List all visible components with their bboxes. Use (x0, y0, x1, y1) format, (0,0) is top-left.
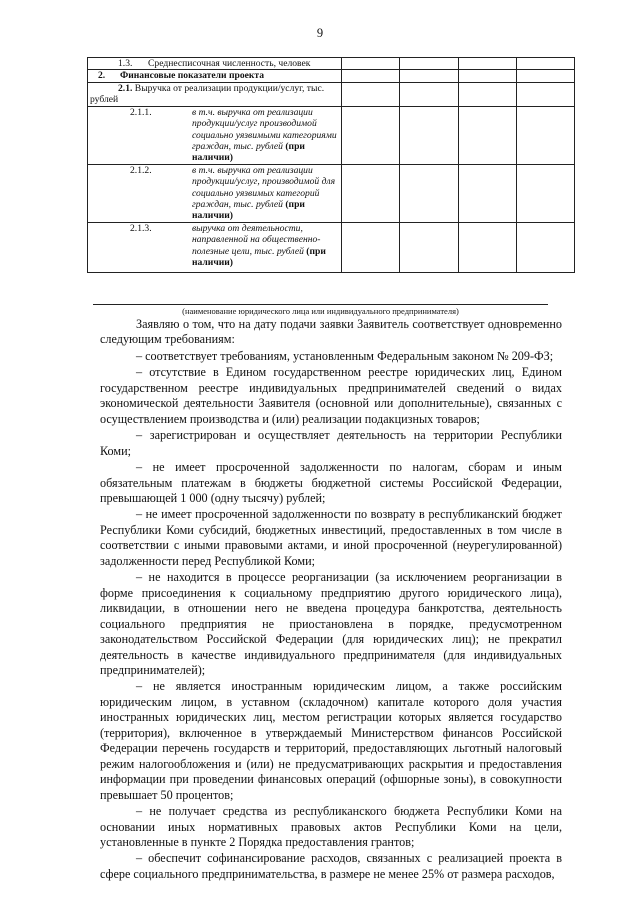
table-cell (516, 164, 574, 222)
table-cell-label: 1.3. Среднесписочная численность, человек (88, 58, 342, 70)
table-cell-label: 2.1. Выручка от реализации продукции/услуг, тыс. рублей (88, 82, 342, 106)
table-cell (400, 82, 458, 106)
table-row (88, 70, 575, 82)
paragraph: – не является иностранным юридическим лицом, а также российским юридическим лицом, в уставном (складочном) капитале которого доля участия иностранных юридических лиц, местом регистрации которых является государство (территория), включенное в утверждаемый Министерством финансов Российской Федерации перечень государств и территорий, предоставляющих льготный налоговый режим налогообложения и (или) не предусматривающих раскрытия и предоставления информации при проведении финансовых операций (офшорные зоны), в совокупности превышает 50 процентов; (100, 679, 562, 802)
page-number: 9 (316, 26, 324, 40)
table-row (88, 222, 575, 272)
table-cell-label: 2.1.3. выручка от деятельности, направленной на общественно-полезные цели, тыс. рублей (при наличии) (88, 222, 342, 272)
paragraph: – не имеет просроченной задолженности по возврату в республиканский бюджет Республики Коми субсидий, бюджетных инвестиций, предоставленных в том числе в соответствии с иными правовыми актами, и иной просроченной (неурегулированной) задолженности перед Республикой Коми; (100, 507, 562, 568)
table-row (88, 58, 575, 70)
table-cell (342, 164, 400, 222)
table-cell (458, 82, 516, 106)
table-row (88, 106, 575, 164)
table-cell-label: 2.1.1. в т.ч. выручка от реализации продукции/услуг производимой социально уязвимыми категориями граждан, тыс. рублей (при наличии) (88, 106, 342, 164)
table-cell (342, 70, 400, 82)
table-cell (458, 58, 516, 70)
signature-line (93, 304, 548, 305)
table-cell-label: 2.1.2. в т.ч. выручка от реализации продукции/услуг, производимой для социально уязвимых категорий граждан, тыс. рублей (при наличии) (88, 164, 342, 222)
table-cell (516, 58, 574, 70)
table-cell (342, 58, 400, 70)
table-cell (458, 164, 516, 222)
table-row (88, 82, 575, 106)
table-cell (400, 164, 458, 222)
table-cell (400, 70, 458, 82)
paragraph: – не имеет просроченной задолженности по налогам, сборам и иным обязательным платежам в бюджеты бюджетной системы Российской Федерации, превышающей 1 000 (одну тысячу) рублей; (100, 460, 562, 505)
table-cell (458, 222, 516, 272)
table-cell (342, 222, 400, 272)
table-cell-label: 2. Финансовые показатели проекта (88, 70, 342, 82)
table-cell (400, 106, 458, 164)
paragraph: – не находится в процессе реорганизации (за исключением реорганизации в форме присоединения к социальному предприятию другого юридического лица), ликвидации, в отношении него не введена процедура банкротства, деятельность социального предприятия не приостановлена в порядке, предусмотренном законодательством Российской Федерации (для юридических лиц); не прекратил деятельность в качестве индивидуального предпринимателя (для индивидуальных предпринимателей); (100, 570, 562, 677)
signature-caption: (наименование юридического лица или индивидуального предпринимателя) (182, 306, 459, 316)
table-cell (516, 222, 574, 272)
financial-indicators-table (87, 57, 575, 273)
table-cell (400, 222, 458, 272)
table-cell (516, 82, 574, 106)
paragraph: – обеспечит софинансирование расходов, связанных с реализацией проекта в сфере социального предпринимательства, в размере не менее 25% от размера расходов, (100, 851, 562, 881)
table-cell (342, 82, 400, 106)
paragraph: – соответствует требованиям, установленным Федеральным законом № 209-ФЗ; (136, 348, 554, 363)
table-cell (342, 106, 400, 164)
paragraph: Заявляю о том, что на дату подачи заявки Заявитель соответствует одновременно следующим требованиям: (100, 317, 562, 347)
table-cell (458, 106, 516, 164)
table-cell (516, 106, 574, 164)
table-cell (400, 58, 458, 70)
declaration-text (100, 317, 562, 883)
paragraph: – не получает средства из республиканского бюджета Республики Коми на основании иных нормативных правовых актов Республики Коми на цели, установленные в пункте 2 Порядка предоставления грантов; (100, 804, 562, 849)
table-row (88, 164, 575, 222)
table-cell (516, 70, 574, 82)
paragraph: – отсутствие в Едином государственном реестре юридических лиц, Едином государственном реестре индивидуальных предпринимателей сведений о видах экономической деятельности Заявителя (основной или дополнительные), связанных с осуществлением производства и (или) реализации подакцизных товаров; (100, 365, 562, 426)
table-cell (458, 70, 516, 82)
paragraph: – зарегистрирован и осуществляет деятельность на территории Республики Коми; (100, 428, 562, 458)
